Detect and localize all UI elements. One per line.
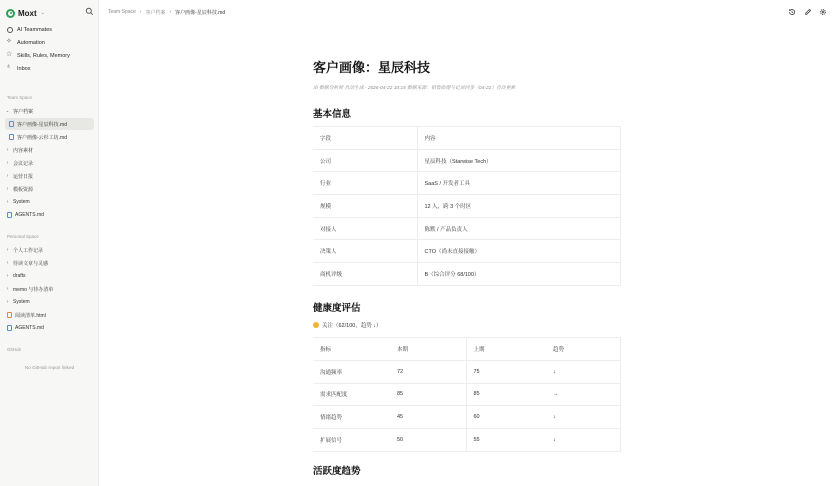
chevron-right-icon: › bbox=[6, 299, 9, 305]
personal-space-label: Personal Space bbox=[7, 234, 39, 239]
file-icon bbox=[7, 325, 12, 331]
basic-info-table bbox=[313, 126, 621, 286]
team-space-label: Team Space bbox=[7, 95, 33, 100]
tree-file[interactable] bbox=[5, 209, 94, 221]
breadcrumb-separator: › bbox=[139, 9, 142, 15]
breadcrumb-current: 客户画像-星辰科技.md bbox=[175, 10, 226, 16]
file-icon bbox=[9, 134, 14, 140]
nav-skills[interactable] bbox=[5, 50, 94, 62]
tree-label: 个人工作记录 bbox=[13, 247, 44, 254]
file-icon bbox=[7, 212, 12, 218]
table-header-cell: 内容 bbox=[417, 127, 621, 150]
table-cell: CTO（尚未直接接触） bbox=[417, 240, 621, 263]
history-icon[interactable] bbox=[788, 8, 796, 16]
github-empty-state: No GitHub repos linked bbox=[24, 366, 75, 371]
tree-file[interactable] bbox=[5, 322, 94, 334]
chevron-down-icon: ⌄ bbox=[40, 10, 45, 16]
table-cell: ↓ bbox=[546, 360, 621, 383]
moxt-logo-icon bbox=[6, 9, 15, 18]
table-header-cell: 指标 bbox=[313, 338, 390, 361]
tree-label: AGENTS.md bbox=[15, 325, 44, 331]
tree-label: System bbox=[13, 299, 30, 305]
table-row bbox=[313, 406, 621, 429]
tree-folder[interactable] bbox=[5, 183, 94, 195]
health-status-text: 关注（62/100，趋势 ↓） bbox=[322, 323, 382, 329]
tree-folder[interactable] bbox=[5, 144, 94, 156]
table-header-cell: 趋势 bbox=[546, 338, 621, 361]
ai-teammates-icon bbox=[7, 27, 13, 33]
chevron-right-icon: › bbox=[6, 186, 9, 192]
breadcrumb-item[interactable]: 客户档案 bbox=[145, 10, 166, 16]
health-status bbox=[313, 321, 382, 329]
tree-label: 模板资源 bbox=[13, 186, 34, 193]
tree-folder[interactable] bbox=[5, 283, 94, 295]
html-file-icon bbox=[7, 312, 12, 318]
table-cell: 50 bbox=[390, 429, 466, 452]
table-row bbox=[313, 383, 621, 406]
document-meta: 由 数据分析师 自动生成 · 2026-04-22 10:15 数据来源：销售助理与记录同步（04-22）自动更新 bbox=[313, 86, 516, 91]
table-cell: 沟通频率 bbox=[313, 360, 390, 383]
chevron-right-icon: › bbox=[6, 247, 9, 253]
nav-automation[interactable] bbox=[5, 37, 94, 49]
tree-label: 客户画像-云杉工坊.md bbox=[17, 134, 68, 141]
chevron-right-icon: › bbox=[6, 260, 9, 266]
tree-folder[interactable] bbox=[5, 196, 94, 208]
table-cell: → bbox=[546, 383, 621, 406]
section-heading-activity: 活跃度趋势 bbox=[313, 466, 361, 477]
tree-folder[interactable] bbox=[5, 296, 94, 308]
table-row bbox=[313, 263, 621, 286]
settings-icon[interactable] bbox=[819, 8, 827, 16]
chevron-right-icon: › bbox=[6, 286, 9, 292]
table-cell: 公司 bbox=[313, 149, 417, 172]
document-title: 客户画像：星辰科技 bbox=[313, 61, 431, 76]
table-cell: ↓ bbox=[546, 429, 621, 452]
sidebar bbox=[0, 0, 99, 486]
table-cell: 72 bbox=[390, 360, 466, 383]
github-label: GitHub bbox=[7, 347, 22, 352]
tree-folder[interactable] bbox=[5, 257, 94, 269]
table-cell: 决策人 bbox=[313, 240, 417, 263]
nav-ai-teammates[interactable] bbox=[5, 24, 94, 36]
tree-file-active[interactable] bbox=[5, 118, 94, 130]
warning-dot-icon bbox=[313, 322, 319, 328]
tree-label: 内容素材 bbox=[13, 147, 34, 154]
table-cell: 陈默 / 产品负责人 bbox=[417, 217, 621, 240]
section-heading-health: 健康度评估 bbox=[313, 303, 361, 314]
workspace-switcher[interactable] bbox=[6, 7, 45, 19]
tree-label: 运营日报 bbox=[13, 173, 34, 180]
table-row bbox=[313, 172, 621, 195]
table-cell: SaaS / 开发者工具 bbox=[417, 172, 621, 195]
tree-file[interactable] bbox=[5, 309, 94, 321]
table-cell: 行业 bbox=[313, 172, 417, 195]
section-heading-basic: 基本信息 bbox=[313, 109, 352, 120]
table-cell: 12 人，跨 3 个时区 bbox=[417, 195, 621, 218]
breadcrumb bbox=[108, 9, 225, 16]
chevron-right-icon: › bbox=[6, 273, 9, 279]
table-cell: 45 bbox=[390, 406, 466, 429]
skills-icon bbox=[7, 53, 13, 59]
table-cell: 60 bbox=[466, 406, 546, 429]
chevron-right-icon: › bbox=[6, 160, 9, 166]
inbox-icon bbox=[7, 66, 13, 72]
tree-file[interactable] bbox=[5, 131, 94, 143]
tree-folder-customer-archive[interactable] bbox=[5, 105, 94, 117]
health-table bbox=[313, 337, 621, 452]
nav-label: Skills, Rules, Memory bbox=[17, 53, 70, 59]
tree-label: memo 与待办清单 bbox=[13, 286, 54, 293]
table-cell: 75 bbox=[466, 360, 546, 383]
tree-folder[interactable] bbox=[5, 170, 94, 182]
table-row bbox=[313, 195, 621, 218]
chevron-right-icon: › bbox=[6, 147, 9, 153]
tree-folder[interactable] bbox=[5, 270, 94, 282]
chevron-right-icon: › bbox=[6, 199, 9, 205]
table-cell: 55 bbox=[466, 429, 546, 452]
table-row bbox=[313, 149, 621, 172]
tree-label: 客户档案 bbox=[13, 108, 34, 115]
tree-label: 待读文章与灵感 bbox=[13, 260, 49, 267]
table-cell: 规模 bbox=[313, 195, 417, 218]
topbar bbox=[99, 0, 832, 24]
table-cell: B（综合评分 68/100） bbox=[417, 263, 621, 286]
nav-label: Automation bbox=[17, 40, 45, 46]
automation-icon bbox=[7, 40, 13, 46]
nav-inbox[interactable] bbox=[5, 63, 94, 75]
table-cell: 商机评级 bbox=[313, 263, 417, 286]
file-icon bbox=[9, 121, 14, 127]
table-header-row bbox=[313, 338, 621, 361]
tree-folder[interactable] bbox=[5, 244, 94, 256]
breadcrumb-item[interactable]: Team Space bbox=[108, 9, 136, 15]
table-cell: 85 bbox=[390, 383, 466, 406]
table-header-cell: 上期 bbox=[466, 338, 546, 361]
table-row bbox=[313, 429, 621, 452]
table-row bbox=[313, 217, 621, 240]
table-cell: 情绪趋势 bbox=[313, 406, 390, 429]
app-name: Moxt bbox=[18, 8, 37, 18]
table-cell: ↓ bbox=[546, 406, 621, 429]
tree-label: 会议记录 bbox=[13, 160, 34, 167]
table-cell: 扩展信号 bbox=[313, 429, 390, 452]
table-cell: 对接人 bbox=[313, 217, 417, 240]
table-cell: 星辰科技（Starwise Tech） bbox=[417, 149, 621, 172]
table-cell: 85 bbox=[466, 383, 546, 406]
edit-icon[interactable] bbox=[804, 8, 812, 16]
tree-label: 阅读清单.html bbox=[15, 312, 46, 319]
nav-label: Inbox bbox=[17, 66, 31, 72]
chevron-right-icon: › bbox=[6, 173, 9, 179]
tree-folder[interactable] bbox=[5, 157, 94, 169]
table-row bbox=[313, 240, 621, 263]
table-header-row bbox=[313, 127, 621, 150]
tree-label: AGENTS.md bbox=[15, 212, 44, 218]
breadcrumb-separator: › bbox=[169, 9, 172, 15]
search-icon[interactable] bbox=[85, 7, 94, 16]
table-cell: 需求匹配度 bbox=[313, 383, 390, 406]
tree-label: drafts bbox=[13, 273, 26, 279]
table-row bbox=[313, 360, 621, 383]
chevron-down-icon: ⌄ bbox=[5, 108, 10, 114]
table-header-cell: 字段 bbox=[313, 127, 417, 150]
nav-label: AI Teammates bbox=[17, 27, 53, 33]
tree-label: System bbox=[13, 199, 30, 205]
tree-label: 客户画像-星辰科技.md bbox=[17, 121, 68, 128]
table-header-cell: 本期 bbox=[390, 338, 466, 361]
